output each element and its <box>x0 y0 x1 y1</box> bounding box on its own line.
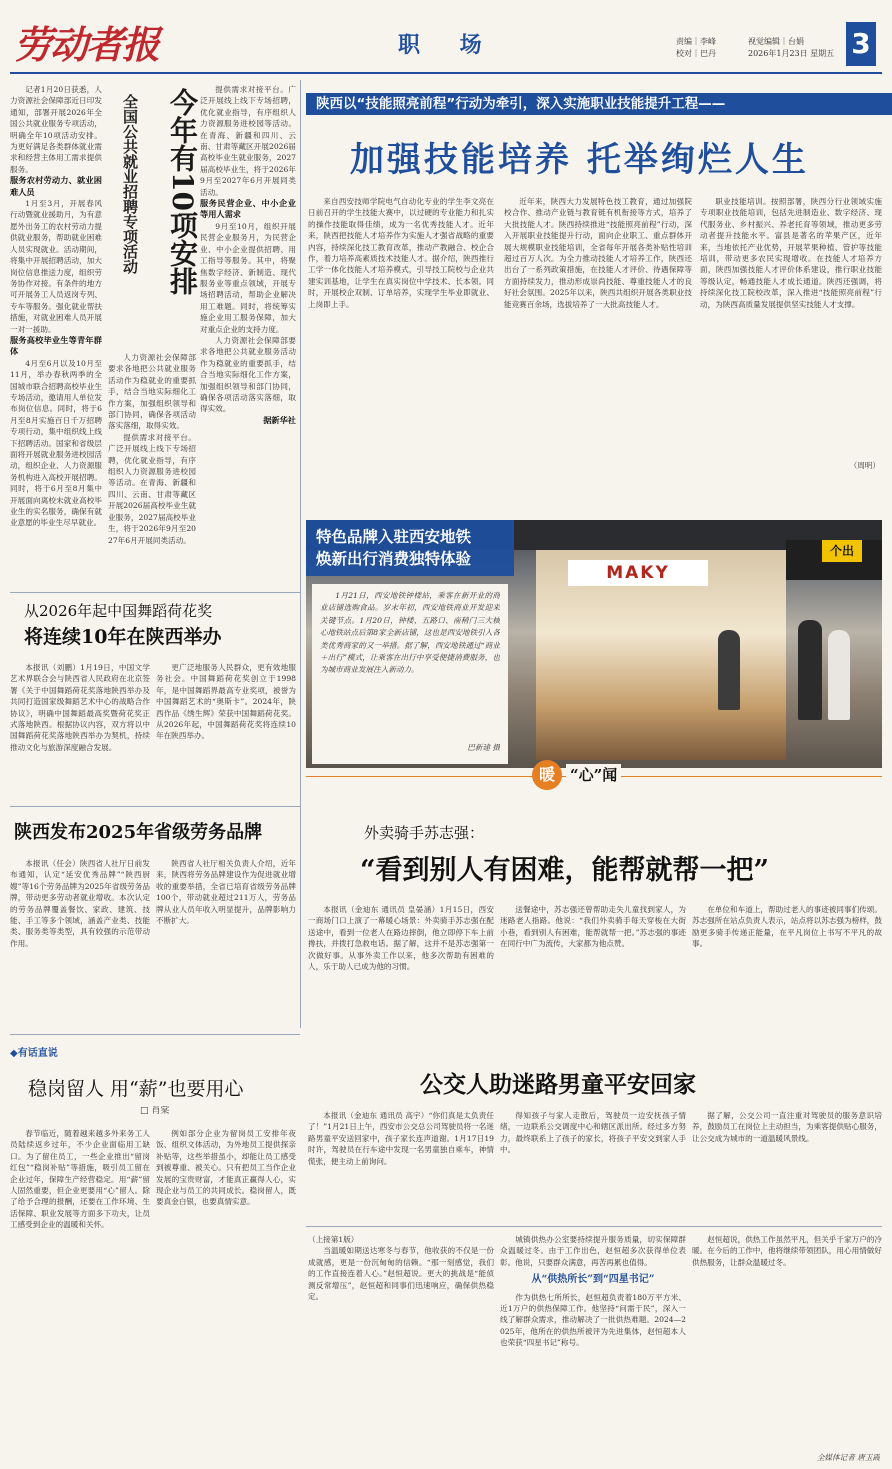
opinion-tag: ◆有话直说 <box>10 1048 58 1059</box>
opinion-body-a: 春节临近，随着越来越多外来务工人员陆续返乡过年，不少企业面临用工缺口。为了留住员工，一些企业推出“留岗红包”“稳岗补贴”等措施，吸引员工留在企业过年，保障生产经营稳定。用“薪”留人固然重要，但企业更要用“心”留人。除了给予合理的报酬，还要在工作环境、生活保障、职业发展等方面多下功夫，让员工感受到企业的温暖和关怀。 <box>10 1129 150 1230</box>
warm-badge: 暖 <box>532 760 562 790</box>
divider <box>10 1034 300 1035</box>
divider <box>10 592 300 593</box>
square-icon: □ <box>140 1106 152 1116</box>
dance-title-1: 从2026年起中国舞蹈荷花奖 <box>24 602 213 620</box>
employment-article-col3: 提供需求对接平台。广泛开展线上线下专场招聘，优化就业指导，有序组织人力资源服务进校园等活动。在青海、新疆和四川、云南、甘肃等藏区开展2026届高校毕业生就业服务，2027届高校毕业生，将于2026年9月至2027年6月开展同类活动。 服务民营企业、中小企业等用人需求 9月至10月，组织开展民营企业服务月，为民营企业、中小企业提供招聘、用工指导等服务。其中，将聚焦数字经济、新制造、现代服务业等重点领域，开展专场招聘活动，帮助企业解决用工难题。同时，将统筹实施企业用工服务保障，加大对重点企业的支持力度。 人力资源社会保障部要求各地把公共就业服务活动作为稳就业的重要抓手，结合当地实际细化工作方案，加强组织领导和部门协同，确保各项活动落实落细，取得实效。 据新华社 <box>200 85 296 425</box>
dance-title-2: 将连续10年在陕西举办 <box>24 626 222 648</box>
bottom-subhead: 从“供热所长”到“四星书记” <box>531 1274 655 1286</box>
shop-sign: MAKY <box>568 560 708 586</box>
masthead-rule <box>10 72 882 74</box>
shopper-figure <box>718 630 740 710</box>
column-name: “心”闻 <box>566 764 621 785</box>
passenger-figure <box>798 620 822 720</box>
vertical-title-small: 全国公共就业招聘专项活动 <box>121 94 139 274</box>
opinion-author: □ 肖棠 <box>140 1106 170 1116</box>
bottom-credit: 全媒体记者 唐玉霞 <box>816 1453 880 1462</box>
courier-body-a: 本报讯（金迪东 通讯员 皇晏涵）1月15日，西安一商场门口上演了一幕暖心场景：外卖骑手苏志强在配送途中，看到一位老人在路边摔倒，他立即停下车上前搀扶，并拨打急救电话。据了解，这并不是苏志强第一次做好事。从事外卖工作以来，他多次帮助有困难的人，乐于助人已成为他的习惯。 <box>308 905 494 972</box>
bus-body-c: 据了解，公交公司一直注重对驾驶员的服务意识培养，鼓励员工在岗位上主动担当，为乘客提供贴心服务，让公交成为城市的一道温暖风景线。 <box>692 1111 882 1143</box>
issue-info: 视觉编辑｜台娟 2026年1月23日 星期五 <box>748 37 835 58</box>
bottom-col-c: 赵恒超说，供热工作虽然平凡，但关乎千家万户的冷暖。在今后的工作中，他将继续带领团队，用心用情做好供热服务，让群众温暖过冬。 <box>692 1235 882 1267</box>
photo-caption-box: 1月21日，西安地铁钟楼站，乘客在新开业的商业店铺选购食品。岁末年初，西安地铁商业开发迎来关键节点。1月20日，钟楼、五路口、南稍门三大核心地铁站点后第8家全新店铺，这也是西安地铁引入各类优秀商家的又一举措。据了解，西安地铁通过“商业＋出行”模式，让乘客在出行中享受便捷消费服务，也为城市商业发展注入新动力。 巴新建 摄 <box>312 584 508 764</box>
masthead-logo: 劳动者报 <box>14 22 159 67</box>
column-divider <box>300 80 301 1028</box>
opinion-title: 稳岗留人 用“薪”也要用心 <box>28 1078 244 1100</box>
diamond-icon: ◆ <box>10 1048 18 1059</box>
courier-body-c: 在单位和车道上，帮助过老人的事迹被同事们传颂。苏志强所在站点负责人表示，站点将以苏志强为榜样，鼓励更多骑手传递正能量，在平凡岗位上书写不平凡的故事。 <box>692 905 882 949</box>
divider <box>10 806 300 807</box>
dance-body-b: 更广泛地服务人民群众，更有效地服务社会。中国舞蹈荷花奖创立于1998年，是中国舞蹈界最高专业奖项，被誉为中国舞蹈艺术的“奥斯卡”。2024年，陕西作品《绣生辉》荣获中国舞蹈荷花奖。从2026年起，中国舞蹈荷花奖将连续10年在陕西举办。 <box>156 663 296 741</box>
bus-body-a: 本报讯（金迪东 通讯员 高宇）“你们真是太负责任了！”1月21日上午，西安市公交总公司驾驶员将一名迷路男童平安送回家中，孩子家长连声道谢。1月17日19时许，驾驶员在行车途中发现一名男童独自乘车，神情慌张，便主动上前询问。 <box>308 1111 494 1166</box>
page-number: 3 <box>846 22 876 66</box>
top-story-credit: （周明） <box>849 461 880 470</box>
labor-body-b: 陕西省人社厅相关负责人介绍，近年来，陕西将劳务品牌建设作为促进就业增收的重要举措，全省已培育省级劳务品牌100个，带动就业超过211万人，劳务品牌从业人员年收入明显提升，品牌影响力不断扩大。 <box>156 859 296 926</box>
employment-article-col2: 人力资源社会保障部要求各地把公共就业服务活动作为稳就业的重要抓手，结合当地实际细化工作方案，加强组织领导和部门协同，确保各项活动落实落细，取得实效。 提供需求对接平台。广泛开展线上线下专场招聘，优化就业指导，有序组织人力资源服务进校园等活动。在青海、新疆和四川、云南、甘肃等藏区开展2026届高校毕业生就业服务，2027届高校毕业生，将于2026年9月至2027年6月开展同类活动。 <box>108 353 196 545</box>
bus-headline: 公交人助迷路男童平安回家 <box>420 1071 696 1098</box>
bottom-col-b: 城镇供热办公室要持续提升服务质量，切实保障群众温暖过冬。由于工作出色，赵恒超多次获得单位表彰。他说，只要群众满意，再苦再累也值得。 从“供热所长”到“四星书记” 作为供热七所所长，赵恒超负责着180万平方米、近1万户的供热保障工作。他坚持“问需于民”，深入一线了解群众需求，推动解决了一批供热难题。2024—2025年，他所在的供热所被评为先进集体，赵恒超本人也荣获“四星书记”称号。 <box>500 1235 686 1348</box>
photo-credit: 巴新建 摄 <box>467 743 500 752</box>
top-story-col-b: 近年来，陕西大力发展特色技工教育，通过加强院校合作、推动产业链与教育链有机衔接等方式，培养了大批技能人才。陕西持续推进“技能照亮前程”行动，深入开展职业技能提升行动，面向企业职工、重点群体开展大规模职业技能培训，全省每年开展各类补贴性培训超过百万人次。为全力推动技能人才培养工作，陕西还出台了一系列政策措施，在技能人才评价、待遇保障等方面持续发力，推动形成崇尚技能、尊重技能人才的良好社会氛围。2025年以来，陕西共组织开展各类职业技能竞赛百余场，选拔培养了一大批高技能人才。 <box>504 197 692 309</box>
courier-kicker: 外卖骑手苏志强： <box>364 824 485 842</box>
dance-body-a: 本报讯（刘鹏）1月19日，中国文学艺术界联合会与陕西省人民政府在北京签署《关于中国舞蹈荷花奖落地陕西举办及共同打造国家级舞蹈艺术中心的战略合作协议》，明确中国舞蹈最高奖暨荷花奖正式落地陕西。根据协议内容，双方将以中国舞蹈荷花奖落地陕西举办为契机，持续推动文化与旅游深度融合发展。 <box>10 663 150 752</box>
opinion-body-b: 例如部分企业为留岗员工安排年夜饭、组织文体活动，为外地员工提供探亲补贴等，这些举措虽小，却能让员工感受到被尊重、被关心。只有把员工当作企业发展的宝贵财富，才能真正赢得人心，实现企业与员工的共同成长。稳岗留人，既要真金白银，也要真情实意。 <box>156 1129 296 1207</box>
divider <box>306 1226 882 1227</box>
passenger-figure-2 <box>828 630 850 720</box>
courier-headline: “看到别人有困难，能帮就帮一把” <box>360 855 770 886</box>
labor-body-a: 本报讯（任会）陕西省人社厅日前发布通知，认定“延安优秀品牌”“陕西厨嫂”等16个劳务品牌为2025年省级劳务品牌，带动更多劳动者就业增收。本次认定的劳务品牌覆盖餐饮、家政、建筑、技能、手工等多个领域，涵盖产业类、技能类、服务类等类型，具有较强的示范带动作用。 <box>10 859 150 948</box>
vertical-headline <box>108 84 199 346</box>
courier-body-b: 送餐途中，苏志强还曾帮助走失儿童找到家人，为迷路老人指路。他说：“我们外卖骑手每天穿梭在大街小巷，看到别人有困难，能帮就帮一把。”苏志强的事迹在同行中广为流传，大家都为他点赞。 <box>500 905 686 949</box>
employment-article-col1: 记者1月20日获悉，人力资源社会保障部近日印发通知，部署开展2026年全国公共就业服务专项活动，明确全年10项活动安排。为更好满足各类群体就业需求和经营主体用工需求提供服务。 服务农村劳动力、就业困难人员 1月至3月，开展春风行动暨就业援助月，为有意愿外出务工的农村劳动力提供就业服务，帮助就业困难人员实现就业。活动期间，将集中开展招聘活动，加大岗位信息推送力度，组织劳务协作对接。有条件的地方可开展务工人员返岗专列、专车等服务。强化就业帮扶措施，对就业困难人员开展一对一援助。 服务高校毕业生等青年群体 4月至6月以及10月至11月，举办春秋两季的全国城市联合招聘高校毕业生专场活动，邀请用人单位发布岗位信息。同时，将于6月至8月实施百日千万招聘专项行动，集中组织线上线下招聘活动。国家和省级层面将开展就业服务进校园活动，组织企业、人力资源服务机构进入高校开展招聘。同时，将于6月至8月集中开展面向离校未就业高校毕业生的实名服务，确保有就业意愿的毕业生尽早就业。 <box>10 85 102 528</box>
top-story-headline: 加强技能培养 托举绚烂人生 <box>350 140 809 180</box>
section-name: 职 场 <box>398 32 498 58</box>
top-story-col-a: 来自西安技师学院电气自动化专业的学生李文亮在日前召开的学生技能大赛中，以过硬的专业能力和扎实的操作技能取得佳绩，成为一名优秀技能人才。近年来，陕西把技能人才培养作为实施人才强省战略的重要内容，持续深化技工教育改革，推动产教融合、校企合作，着力培养高素质技术技能人才。据介绍，陕西推行工学一体化技能人才培养模式，引导技工院校与企业共建实训基地，让学生在真实岗位中学技术、长本领。同时，开展校企双制、订单培养，实现学生毕业即就业、上岗即上手。 <box>308 197 494 309</box>
vertical-title-large: 今年有10项安排 <box>166 88 199 295</box>
story-banner: 陕西以“技能照亮前程”行动为牵引，深入实施职业技能提升工程—— <box>306 93 892 115</box>
bus-body-b: 得知孩子与家人走散后，驾驶员一边安抚孩子情绪，一边联系公交调度中心和辖区派出所。经过多方努力，最终联系上了孩子的家长，将孩子平安交到家人手中。 <box>500 1111 686 1155</box>
bottom-col-a: （上接第1版） 当温暖如期送达寒冬与春节，他收获的不仅是一份成就感，更是一份沉甸甸的信赖。“那一刻感觉，我们的工作直接连着人心。”赵恒超说。更大的挑战是“能侦测反常增压”，赵恒超和同事们迅速响应，确保供热稳定。 <box>308 1235 494 1302</box>
top-story-col-c: 职业技能培训。按照部署，陕西分行业领域实施专项职业技能培训，包括先进制造业、数字经济、现代服务业、乡村振兴、养老托育等领域，推动更多劳动者提升技能水平。富县是著名的苹果产区，近年来，当地依托产业优势，开展苹果种植、管护等技能培训，带动更多农民实现增收。在技能人才培养方面，陕西加强技能人才评价体系建设，推行职业技能等级认定，畅通技能人才成长通道。陕西还强调，将持续深化技工院校改革，深入推进“技能照亮前程”行动，为陕西高质量发展提供坚实技能人才支撑。 <box>700 197 882 309</box>
exit-sign: 个出 <box>822 540 862 562</box>
editor-credits: 责编｜李峰 校对｜巴丹 <box>676 37 716 58</box>
labor-title: 陕西发布2025年省级劳务品牌 <box>14 822 263 843</box>
photo-label: 特色品牌入驻西安地铁 焕新出行消费独特体验 <box>306 520 514 576</box>
